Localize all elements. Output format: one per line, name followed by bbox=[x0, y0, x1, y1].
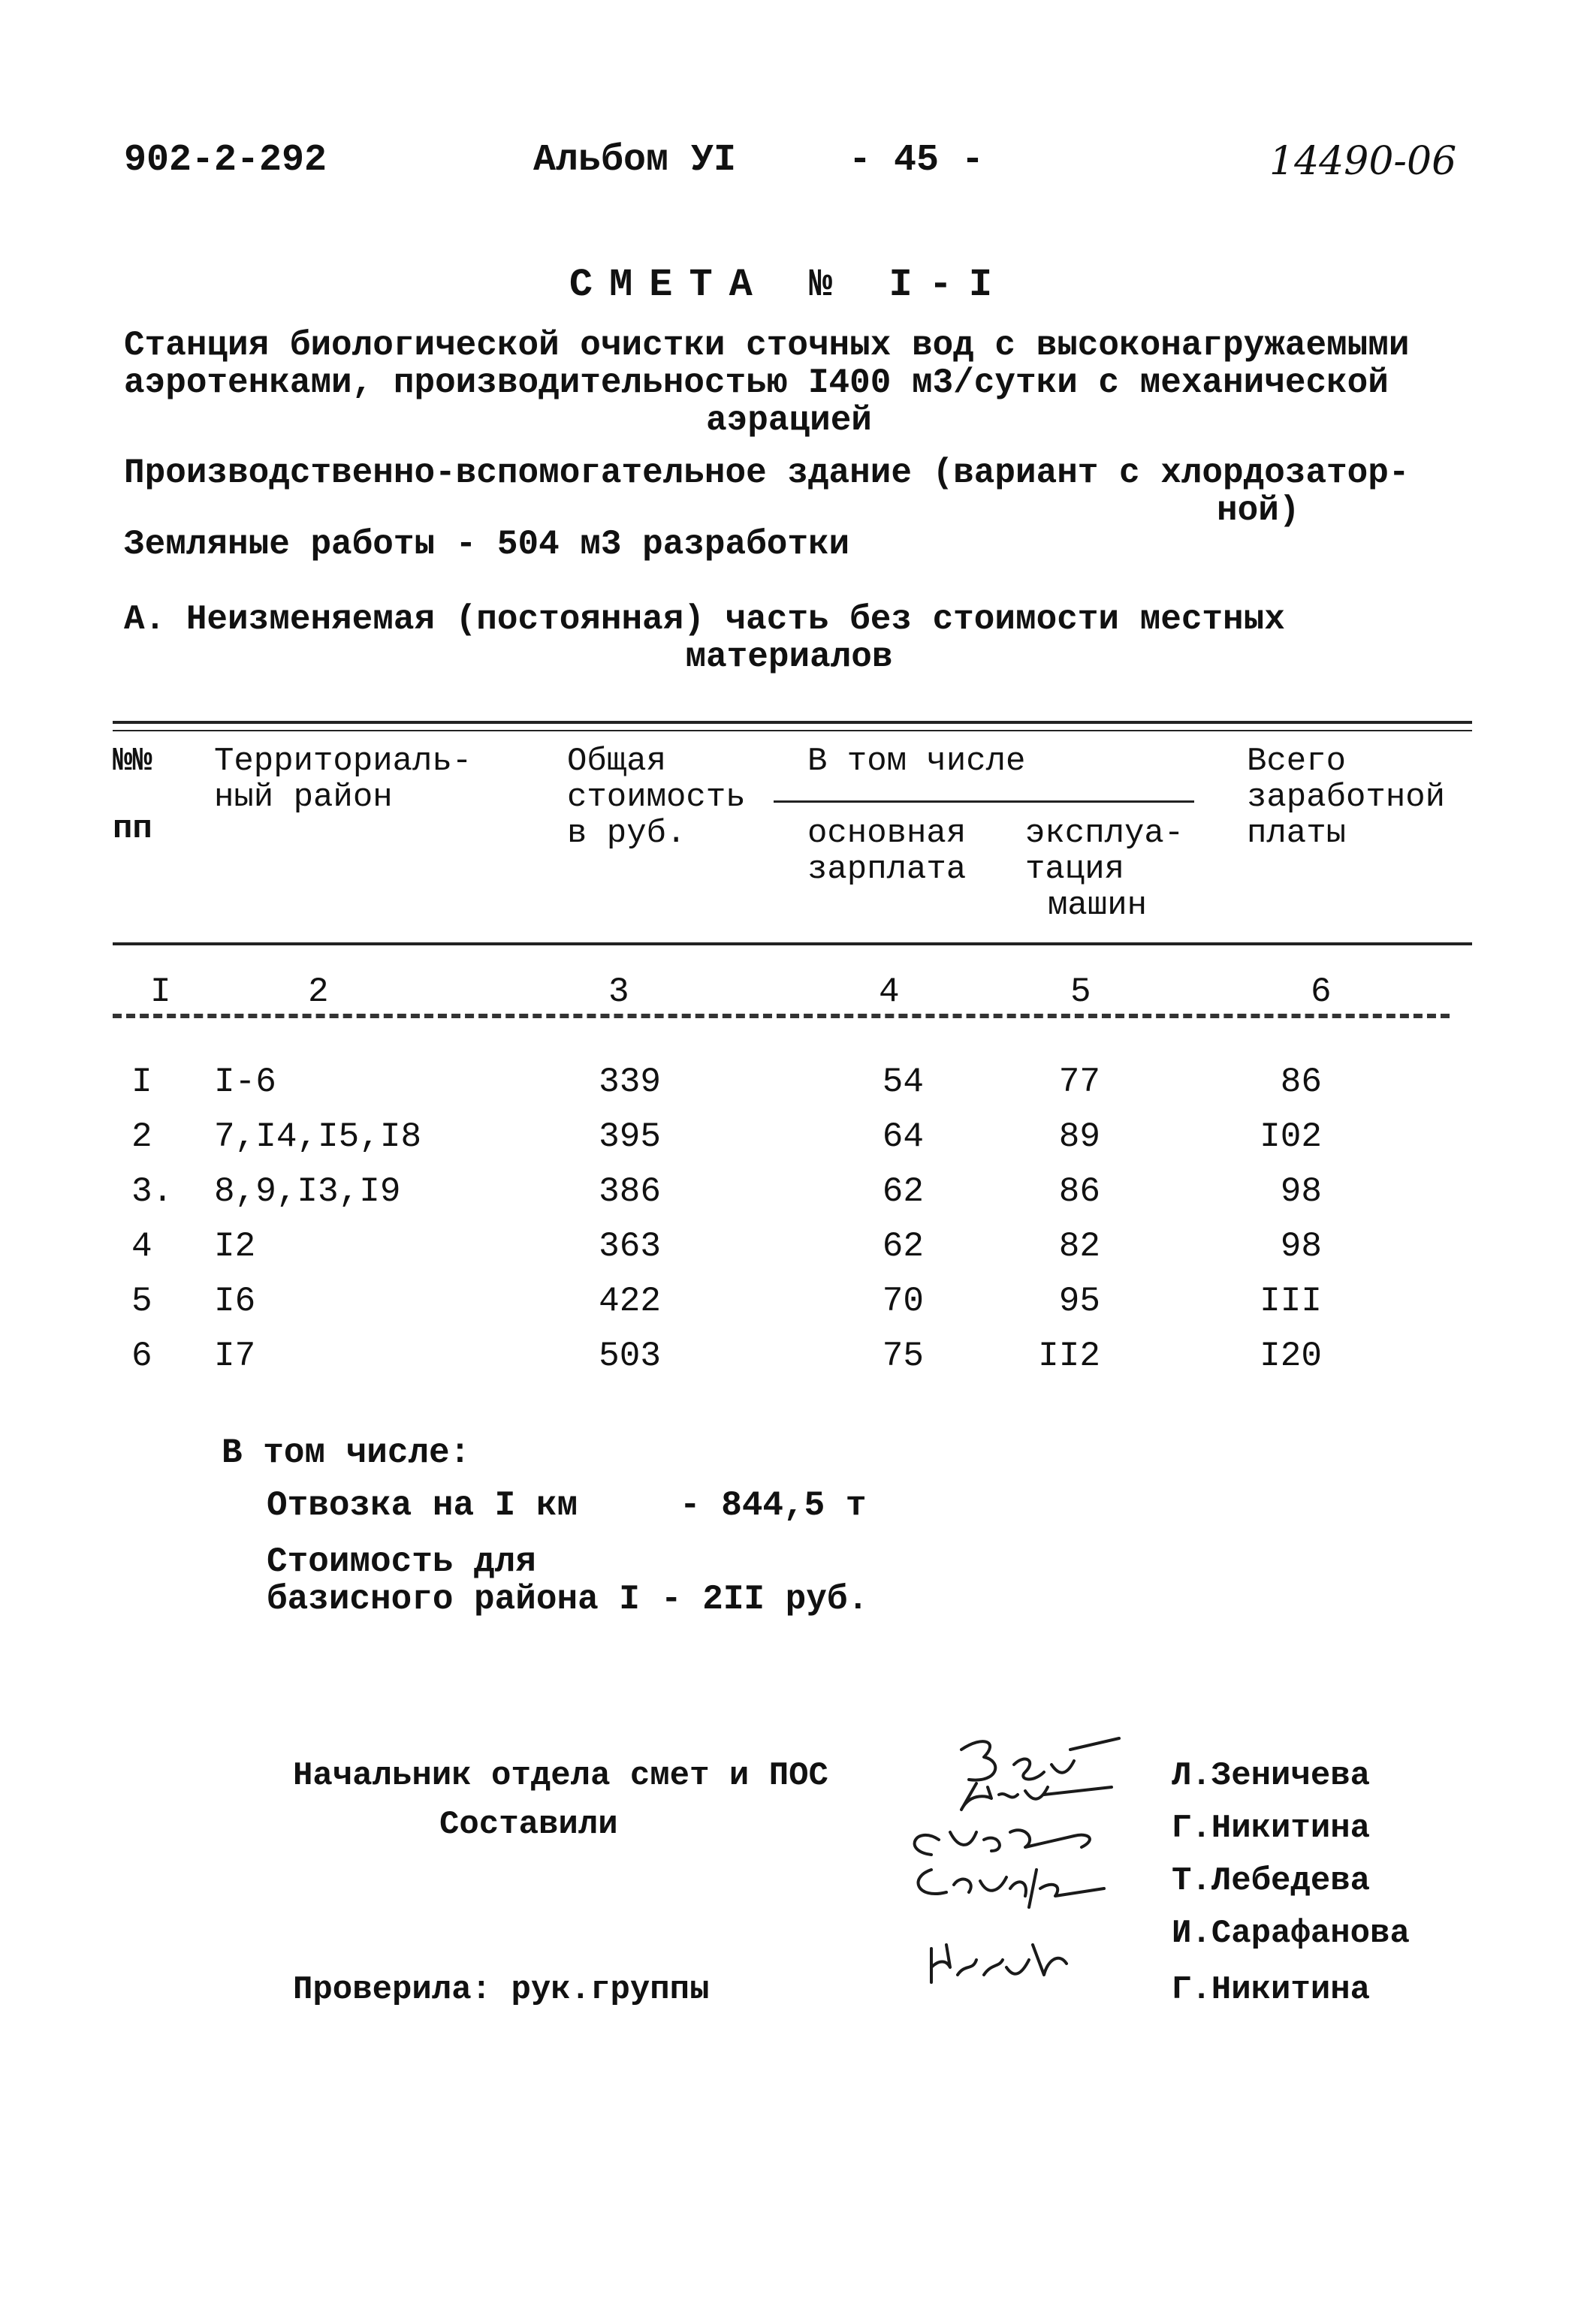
header-machines-line-3: машин bbox=[1048, 887, 1148, 924]
row-3-region: 8,9,I3,I9 bbox=[214, 1172, 401, 1211]
handwritten-signatures bbox=[886, 1720, 1187, 2035]
column-number-6: 6 bbox=[1311, 972, 1332, 1011]
row-1-total: 339 bbox=[599, 1063, 661, 1102]
name-zenicheva: Л.Зеничева bbox=[1172, 1757, 1371, 1795]
haul-value: - 844,5 т bbox=[680, 1486, 867, 1525]
row-5-number: 5 bbox=[131, 1282, 152, 1321]
row-1-wages: 86 bbox=[1280, 1063, 1322, 1102]
row-3-number: 3. bbox=[131, 1172, 173, 1211]
header-num-line-2: пп bbox=[113, 810, 152, 848]
header-total-line-3: в руб. bbox=[567, 815, 686, 852]
column-number-1: I bbox=[150, 972, 171, 1011]
row-5-basic: 70 bbox=[882, 1282, 924, 1321]
table-top-rule-inner bbox=[113, 730, 1472, 731]
checked-by-role: Проверила: рук.группы bbox=[293, 1971, 710, 2009]
table-top-rule bbox=[113, 721, 1472, 724]
station-line-1: Станция биологической очистки сточных вод с высоконагружаемыми bbox=[124, 326, 1410, 365]
header-num-line-1: №№ bbox=[113, 743, 152, 780]
header-total-line-2: стоимость bbox=[567, 779, 746, 816]
name-nikitina: Г.Никитина bbox=[1172, 1810, 1371, 1847]
header-machines-line-2: тация bbox=[1025, 851, 1125, 888]
row-6-basic: 75 bbox=[882, 1337, 924, 1376]
row-1-number: I bbox=[131, 1063, 152, 1102]
row-2-basic: 64 bbox=[882, 1117, 924, 1156]
header-bottom-rule bbox=[113, 942, 1472, 945]
row-3-wages: 98 bbox=[1280, 1172, 1322, 1211]
header-region-line-2: ный район bbox=[214, 779, 393, 816]
album-label: Альбом УI bbox=[533, 139, 737, 182]
haul-label: Отвозка на I км bbox=[267, 1486, 578, 1525]
row-2-machines: 89 bbox=[1058, 1117, 1100, 1156]
column-number-2: 2 bbox=[308, 972, 329, 1011]
column-number-5: 5 bbox=[1070, 972, 1091, 1011]
row-2-region: 7,I4,I5,I8 bbox=[214, 1117, 422, 1156]
row-3-total: 386 bbox=[599, 1172, 661, 1211]
row-3-machines: 86 bbox=[1058, 1172, 1100, 1211]
column-number-dash-rule bbox=[113, 1014, 1450, 1018]
name-nikitina-checker: Г.Никитина bbox=[1172, 1971, 1371, 2009]
signature-sarafanova bbox=[919, 1870, 1104, 1907]
row-2-number: 2 bbox=[131, 1117, 152, 1156]
building-line-2: ной) bbox=[1217, 491, 1300, 530]
header-wages-line-2: заработной bbox=[1247, 779, 1446, 816]
row-4-total: 363 bbox=[599, 1227, 661, 1266]
signature-lebedeva bbox=[915, 1830, 1090, 1855]
row-6-total: 503 bbox=[599, 1337, 661, 1376]
page-number: - 45 - bbox=[849, 139, 985, 182]
row-5-total: 422 bbox=[599, 1282, 661, 1321]
row-5-machines: 95 bbox=[1058, 1282, 1100, 1321]
header-machines-line-1: эксплуа- bbox=[1025, 815, 1184, 852]
row-4-region: I2 bbox=[214, 1227, 256, 1266]
header-basic-line-1: основная bbox=[807, 815, 967, 852]
row-1-machines: 77 bbox=[1058, 1063, 1100, 1102]
row-6-region: I7 bbox=[214, 1337, 256, 1376]
work-volume: Земляные работы - 504 м3 разработки bbox=[124, 525, 850, 564]
row-6-number: 6 bbox=[131, 1337, 152, 1376]
header-basic-line-2: зарплата bbox=[807, 851, 967, 888]
inventory-number: 14490-06 bbox=[1269, 139, 1457, 184]
row-4-number: 4 bbox=[131, 1227, 152, 1266]
header-including-rule bbox=[774, 800, 1194, 803]
column-number-4: 4 bbox=[879, 972, 900, 1011]
notes-including: В том числе: bbox=[222, 1433, 471, 1472]
project-code: 902-2-292 bbox=[124, 139, 327, 182]
header-wages-line-1: Всего bbox=[1247, 743, 1347, 780]
row-3-basic: 62 bbox=[882, 1172, 924, 1211]
section-title-line-2: материалов bbox=[685, 638, 893, 677]
signature-zenicheva bbox=[961, 1738, 1119, 1780]
header-region-line-1: Территориаль- bbox=[214, 743, 472, 780]
signature-nikitina bbox=[961, 1783, 1112, 1810]
signature-nikitina-checker bbox=[931, 1945, 1067, 1982]
row-2-total: 395 bbox=[599, 1117, 661, 1156]
cost-line-1: Стоимость для bbox=[267, 1542, 536, 1581]
name-lebedeva: Т.Лебедева bbox=[1172, 1862, 1371, 1900]
row-5-region: I6 bbox=[214, 1282, 256, 1321]
row-6-wages: I20 bbox=[1260, 1337, 1322, 1376]
head-of-department-role: Начальник отдела смет и ПОС bbox=[293, 1757, 828, 1795]
station-line-2: аэротенками, производительностью I400 м3/сутки с механической bbox=[124, 363, 1389, 402]
header-including: В том числе bbox=[807, 743, 1026, 780]
row-1-basic: 54 bbox=[882, 1063, 924, 1102]
section-title-line-1: А. Неизменяемая (постоянная) часть без стоимости местных bbox=[124, 600, 1285, 639]
header-wages-line-3: платы bbox=[1247, 815, 1347, 852]
row-2-wages: I02 bbox=[1260, 1117, 1322, 1156]
cost-line-2: базисного района I bbox=[267, 1580, 640, 1619]
row-5-wages: III bbox=[1260, 1282, 1322, 1321]
header-total-line-1: Общая bbox=[567, 743, 667, 780]
row-4-basic: 62 bbox=[882, 1227, 924, 1266]
building-line-1: Производственно-вспомогательное здание (вариант с хлордозатор- bbox=[124, 454, 1410, 493]
column-number-3: 3 bbox=[608, 972, 629, 1011]
document-title: СМЕТА № I-I bbox=[569, 263, 1009, 307]
row-4-wages: 98 bbox=[1280, 1227, 1322, 1266]
name-sarafanova: И.Сарафанова bbox=[1172, 1915, 1410, 1952]
row-1-region: I-6 bbox=[214, 1063, 276, 1102]
cost-value: - 2II руб. bbox=[661, 1580, 869, 1619]
compilers-role: Составили bbox=[439, 1806, 618, 1843]
station-line-3: аэрацией bbox=[706, 401, 872, 440]
row-6-machines: II2 bbox=[1038, 1337, 1100, 1376]
row-4-machines: 82 bbox=[1058, 1227, 1100, 1266]
